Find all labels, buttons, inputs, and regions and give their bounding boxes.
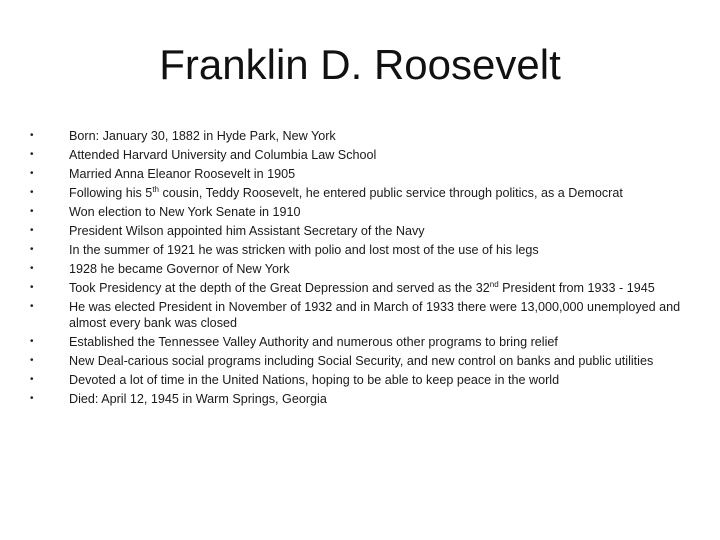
bullet-text: He was elected President in November of 1932 and in March of 1933 there were 13,000,000 unemployed and almost every bank was closed <box>69 300 681 330</box>
bullet-text: In the summer of 1921 he was stricken with polio and lost most of the use of his legs <box>69 243 539 257</box>
bullet-text: New Deal-carious social programs including Social Security, and new control on banks and public utilities <box>69 354 654 368</box>
bullet-text-part: Following his 5 <box>69 186 153 200</box>
bullet-text <box>69 280 695 296</box>
bullet-icon: • <box>30 282 34 293</box>
bullet-text: Established the Tennessee Valley Authority and numerous other programs to bring relief <box>69 335 558 349</box>
bullet-icon: • <box>30 149 34 160</box>
ordinal-suffix: nd <box>489 279 499 289</box>
bullet-text: Born: January 30, 1882 in Hyde Park, New York <box>69 129 336 143</box>
bullet-icon: • <box>30 187 34 198</box>
bullet-text: Devoted a lot of time in the United Nations, hoping to be able to keep peace in the world <box>69 373 560 387</box>
bullet-text: Attended Harvard University and Columbia Law School <box>69 148 377 162</box>
bullet-icon: • <box>30 168 34 179</box>
bullet-text: Won election to New York Senate in 1910 <box>69 205 301 219</box>
bullet-icon: • <box>30 336 34 347</box>
ordinal-suffix: th <box>152 184 159 194</box>
list-item <box>30 147 695 163</box>
bullet-text-part: Took Presidency at the depth of the Great Depression and served as the 32 <box>69 281 490 295</box>
bullet-icon: • <box>30 374 34 385</box>
bullet-text <box>69 185 695 201</box>
bullet-icon: • <box>30 206 34 217</box>
bullet-icon: • <box>30 301 34 312</box>
list-item <box>30 261 695 277</box>
bullet-text: President Wilson appointed him Assistant Secretary of the Navy <box>69 224 425 238</box>
slide-title: Franklin D. Roosevelt <box>159 41 561 88</box>
list-item <box>30 185 695 201</box>
list-item <box>30 391 695 407</box>
list-item <box>30 299 695 331</box>
list-item <box>30 353 695 369</box>
bullet-icon: • <box>30 225 34 236</box>
list-item <box>30 372 695 388</box>
bullet-text: Died: April 12, 1945 in Warm Springs, Georgia <box>69 392 327 406</box>
list-item <box>30 166 695 182</box>
bullet-text-part: President from 1933 - 1945 <box>498 281 655 295</box>
bullet-icon: • <box>30 263 34 274</box>
bullet-text: 1928 he became Governor of New York <box>69 262 290 276</box>
bullet-text-part: cousin, Teddy Roosevelt, he entered public service through politics, as a Democrat <box>158 186 623 200</box>
list-item <box>30 128 695 144</box>
bullet-icon: • <box>30 130 34 141</box>
bullet-icon: • <box>30 355 34 366</box>
list-item <box>30 334 695 350</box>
bullet-list <box>30 128 695 410</box>
list-item <box>30 242 695 258</box>
bullet-icon: • <box>30 393 34 404</box>
list-item <box>30 204 695 220</box>
bullet-text: Married Anna Eleanor Roosevelt in 1905 <box>69 167 296 181</box>
list-item <box>30 280 695 296</box>
list-item <box>30 223 695 239</box>
bullet-icon: • <box>30 244 34 255</box>
